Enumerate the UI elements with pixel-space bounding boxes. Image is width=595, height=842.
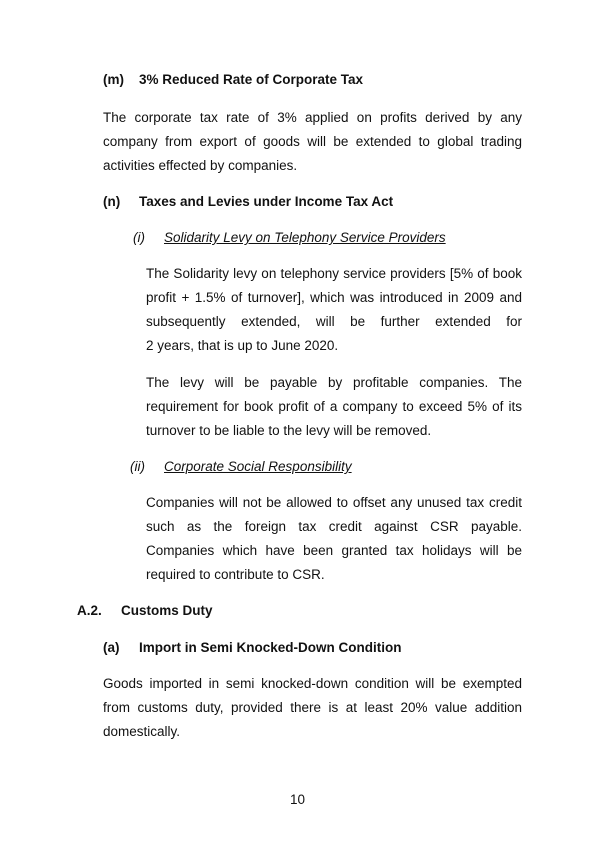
section-m-number: (m)	[103, 72, 124, 87]
section-a-paragraph	[103, 672, 522, 744]
paragraph-line: The levy will be payable by profitable companies. The	[146, 375, 522, 390]
subsection-i-number: (i)	[133, 230, 145, 245]
subsection-i-paragraph-1	[146, 262, 522, 358]
paragraph-line: Companies which have been granted tax holidays will be	[146, 543, 522, 558]
paragraph-line: from customs duty, provided there is at least 20% value addition	[103, 700, 522, 715]
paragraph-line: The Solidarity levy on telephony service providers [5% of book	[146, 266, 522, 281]
section-m-paragraph	[103, 106, 522, 178]
subsection-i-paragraph-2	[146, 371, 522, 443]
section-a-number: (a)	[103, 640, 120, 655]
section-n-title: Taxes and Levies under Income Tax Act	[139, 194, 394, 209]
subsection-ii-number: (ii)	[130, 459, 145, 474]
section-m-title: 3% Reduced Rate of Corporate Tax	[139, 72, 364, 87]
subsection-ii-title: Corporate Social Responsibility	[164, 459, 352, 474]
paragraph-line: subsequently extended, will be further extended for	[146, 314, 522, 329]
paragraph-line: domestically.	[103, 724, 181, 739]
paragraph-line: such as the foreign tax credit against CSR payable.	[146, 519, 522, 534]
paragraph-line: required to contribute to CSR.	[146, 567, 325, 582]
paragraph-line: requirement for book profit of a company to exceed 5% of its	[146, 399, 522, 414]
section-a2-number: A.2.	[77, 603, 102, 618]
section-n-number: (n)	[103, 194, 121, 209]
paragraph-line: Companies will not be allowed to offset any unused tax credit	[146, 495, 522, 510]
paragraph-line: activities effected by companies.	[103, 158, 298, 173]
subsection-ii-paragraph	[146, 491, 522, 587]
subsection-i-title: Solidarity Levy on Telephony Service Providers	[164, 230, 446, 245]
section-a-title: Import in Semi Knocked-Down Condition	[139, 640, 402, 655]
paragraph-line: turnover to be liable to the levy will be removed.	[146, 423, 432, 438]
paragraph-line: Goods imported in semi knocked-down condition will be exempted	[103, 676, 522, 691]
paragraph-line: The corporate tax rate of 3% applied on profits derived by any	[103, 110, 522, 125]
section-a2-title: Customs Duty	[121, 603, 213, 618]
paragraph-line: company from export of goods will be extended to global trading	[103, 134, 522, 149]
page-number: 10	[289, 792, 306, 807]
paragraph-line: 2 years, that is up to June 2020.	[146, 338, 339, 353]
paragraph-line: profit + 1.5% of turnover], which was introduced in 2009 and	[146, 290, 522, 305]
